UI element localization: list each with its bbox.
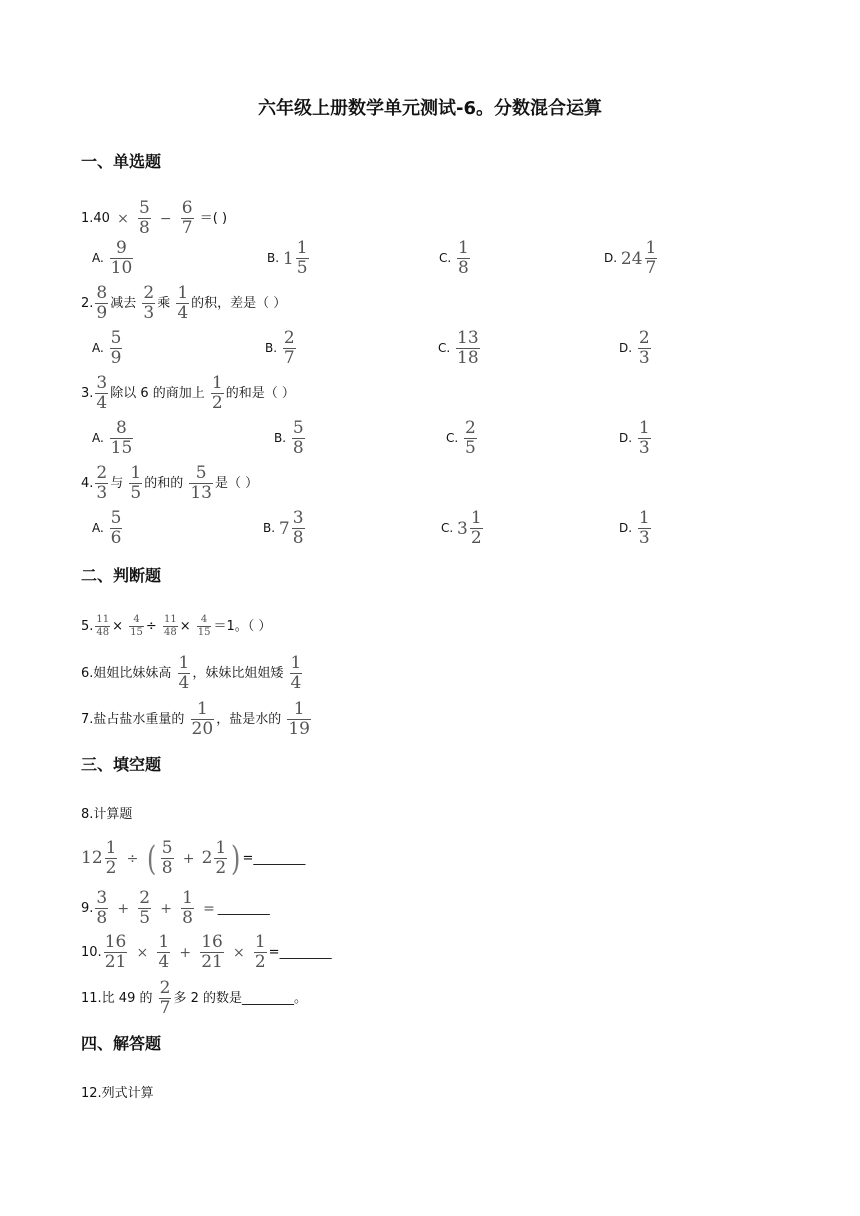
option-label: A. bbox=[92, 521, 108, 535]
option-d[interactable] bbox=[619, 330, 653, 367]
fraction: $\frac{1}{8}$ bbox=[182, 888, 193, 928]
divide-sign: ÷ bbox=[145, 619, 157, 634]
fraction: $\frac{1}{4}$ bbox=[158, 932, 170, 972]
question-text: 6.姐姐比妹妹高 bbox=[81, 666, 176, 681]
left-paren: ( bbox=[147, 838, 157, 879]
question-text: ，妹妹比姐姐矮 bbox=[192, 666, 288, 681]
option-c[interactable] bbox=[439, 240, 472, 277]
question-12-label: 12.列式计算 bbox=[81, 1086, 154, 1101]
equals-sign: = bbox=[203, 900, 215, 917]
section-heading-fill-in: 三、填空题 bbox=[81, 755, 162, 774]
option-b[interactable] bbox=[263, 510, 307, 547]
question-text: 与 bbox=[110, 476, 128, 491]
question-2 bbox=[81, 285, 286, 322]
fraction: $\frac{1}{4}$ bbox=[290, 653, 302, 693]
fraction: $\frac{1}{3}$ bbox=[638, 418, 650, 458]
fraction: $\frac{9}{10}$ bbox=[110, 238, 133, 278]
plus-sign: + bbox=[179, 944, 192, 961]
option-b[interactable] bbox=[274, 420, 307, 457]
option-c[interactable] bbox=[446, 420, 479, 457]
fraction: $\frac{11}{48}$ bbox=[96, 614, 110, 638]
option-label: C. bbox=[446, 431, 463, 445]
option-a[interactable] bbox=[92, 330, 124, 367]
question-number: 2. bbox=[81, 296, 94, 311]
option-label: A. bbox=[92, 251, 108, 265]
question-number: 5. bbox=[81, 619, 94, 634]
option-label: C. bbox=[439, 251, 456, 265]
mixed-number: 24 $\frac{1}{7}$ bbox=[620, 238, 657, 278]
fraction: $\frac{1}{8}$ bbox=[458, 238, 469, 278]
option-b[interactable] bbox=[267, 240, 311, 277]
times-sign: × bbox=[136, 944, 149, 961]
fraction: $\frac{5}{13}$ bbox=[190, 463, 212, 503]
fraction: $\frac{3}{4}$ bbox=[96, 373, 108, 413]
times-sign: × bbox=[117, 210, 129, 227]
fraction: $\frac{2}{7}$ bbox=[159, 978, 171, 1018]
question-8-label: 8.计算题 bbox=[81, 807, 133, 822]
plus-sign: + bbox=[117, 900, 130, 917]
fraction: $\frac{1}{4}$ bbox=[177, 283, 189, 323]
divide-sign: ÷ bbox=[126, 850, 139, 867]
right-paren: ) bbox=[231, 838, 241, 879]
fraction: $\frac{1}{5}$ bbox=[130, 463, 142, 503]
mixed-number: 3 $\frac{1}{2}$ bbox=[457, 508, 482, 548]
mixed-number: 12 $\frac{1}{2}$ bbox=[81, 838, 117, 878]
page-title: 六年级上册数学单元测试-6。分数混合运算 bbox=[258, 98, 602, 119]
question-11 bbox=[81, 980, 307, 1017]
fraction: $\frac{1}{2}$ bbox=[105, 838, 117, 878]
fraction: $\frac{6}{7}$ bbox=[181, 198, 193, 238]
mixed-number: 1 $\frac{1}{5}$ bbox=[282, 238, 308, 278]
question-7 bbox=[81, 701, 313, 738]
fraction: $\frac{2}{3}$ bbox=[638, 328, 650, 368]
question-text: 乘 bbox=[157, 296, 175, 311]
option-c[interactable] bbox=[438, 330, 482, 367]
times-sign: × bbox=[179, 619, 191, 634]
fraction: $\frac{5}{8}$ bbox=[292, 418, 304, 458]
fraction: $\frac{8}{9}$ bbox=[96, 283, 108, 323]
option-label: A. bbox=[92, 431, 108, 445]
plus-sign: + bbox=[182, 850, 195, 867]
option-label: D. bbox=[619, 521, 636, 535]
question-1-prefix: 1.40 bbox=[81, 211, 115, 226]
fraction: $\frac{1}{2}$ bbox=[254, 932, 266, 972]
option-label: C. bbox=[441, 521, 458, 535]
fraction: $\frac{1}{2}$ bbox=[211, 373, 223, 413]
fraction: $\frac{1}{4}$ bbox=[178, 653, 190, 693]
question-number: 10. bbox=[81, 945, 102, 960]
option-label: C. bbox=[438, 341, 455, 355]
option-label: B. bbox=[263, 521, 279, 535]
question-number: 4. bbox=[81, 476, 94, 491]
question-text: 多 2 的数是________。 bbox=[173, 991, 307, 1006]
section-heading-solve: 四、解答题 bbox=[81, 1034, 162, 1053]
fraction: $\frac{3}{8}$ bbox=[96, 888, 108, 928]
fraction: $\frac{8}{15}$ bbox=[110, 418, 133, 458]
times-sign: × bbox=[232, 944, 245, 961]
option-label: B. bbox=[265, 341, 281, 355]
fraction: $\frac{1}{3}$ bbox=[638, 508, 650, 548]
question-text: 除以 6 的商加上 bbox=[110, 386, 209, 401]
option-label: B. bbox=[267, 251, 283, 265]
question-text: 的和是（ ） bbox=[225, 386, 295, 401]
question-4 bbox=[81, 465, 258, 502]
fraction: $\frac{4}{15}$ bbox=[197, 614, 211, 638]
fraction: $\frac{2}{5}$ bbox=[139, 888, 151, 928]
question-text: 的积，差是（ ） bbox=[191, 296, 287, 311]
answer-blank[interactable]: ________ bbox=[217, 901, 270, 916]
question-9 bbox=[81, 890, 270, 927]
section-heading-single-choice: 一、单选题 bbox=[81, 152, 162, 171]
answer-blank[interactable]: =________ bbox=[242, 851, 306, 866]
option-label: D. bbox=[619, 431, 636, 445]
plus-sign: + bbox=[160, 900, 172, 917]
option-label: D. bbox=[619, 341, 636, 355]
question-6 bbox=[81, 655, 304, 692]
question-number: 3. bbox=[81, 386, 94, 401]
fraction: $\frac{3}{8}$ bbox=[292, 508, 304, 548]
option-d[interactable] bbox=[604, 240, 659, 277]
fraction: $\frac{2}{3}$ bbox=[96, 463, 108, 503]
question-text: 11.比 49 的 bbox=[81, 991, 157, 1006]
fraction: $\frac{1}{19}$ bbox=[288, 699, 310, 739]
question-3 bbox=[81, 375, 295, 412]
option-label: D. bbox=[604, 251, 621, 265]
fraction: $\frac{1}{20}$ bbox=[191, 699, 214, 739]
fraction: $\frac{13}{18}$ bbox=[457, 328, 479, 368]
question-5 bbox=[81, 615, 271, 638]
fraction: $\frac{4}{15}$ bbox=[130, 614, 143, 638]
fraction: $\frac{16}{21}$ bbox=[201, 932, 223, 972]
question-text: 7.盐占盐水重量的 bbox=[81, 712, 189, 727]
fraction: $\frac{5}{6}$ bbox=[110, 508, 122, 548]
option-d[interactable] bbox=[619, 420, 653, 457]
fraction: $\frac{16}{21}$ bbox=[104, 932, 127, 972]
question-text: ＝1。（ ） bbox=[213, 619, 272, 634]
answer-blank[interactable]: =________ bbox=[268, 945, 332, 960]
option-label: B. bbox=[274, 431, 290, 445]
option-a[interactable] bbox=[92, 420, 135, 457]
fraction: $\frac{1}{2}$ bbox=[470, 508, 482, 548]
option-label: A. bbox=[92, 341, 108, 355]
question-1-suffix: ＝( ) bbox=[199, 211, 228, 226]
fraction: $\frac{2}{7}$ bbox=[283, 328, 295, 368]
question-text: 的和的 bbox=[144, 476, 188, 491]
question-text: 减去 bbox=[110, 296, 141, 311]
option-b[interactable] bbox=[265, 330, 298, 367]
fraction: $\frac{11}{48}$ bbox=[163, 614, 177, 638]
question-text: ，盐是水的 bbox=[216, 712, 286, 727]
fraction: $\frac{2}{5}$ bbox=[465, 418, 476, 458]
mixed-number: 7 $\frac{3}{8}$ bbox=[278, 508, 304, 548]
mixed-number: 2 $\frac{1}{2}$ bbox=[201, 838, 227, 878]
question-number: 9. bbox=[81, 901, 94, 916]
times-sign: × bbox=[112, 619, 124, 634]
question-8-expression bbox=[81, 840, 305, 877]
fraction: $\frac{1}{5}$ bbox=[296, 238, 308, 278]
question-text: 是（ ） bbox=[214, 476, 259, 491]
fraction: $\frac{1}{7}$ bbox=[645, 238, 657, 278]
fraction: $\frac{5}{8}$ bbox=[161, 838, 173, 878]
question-1 bbox=[81, 200, 227, 237]
option-d[interactable] bbox=[619, 510, 653, 547]
minus-sign: − bbox=[159, 210, 172, 227]
fraction: $\frac{2}{3}$ bbox=[143, 283, 155, 323]
fraction: $\frac{5}{9}$ bbox=[110, 328, 122, 368]
fraction: $\frac{5}{8}$ bbox=[138, 198, 150, 238]
question-10 bbox=[81, 934, 332, 971]
fraction: $\frac{1}{2}$ bbox=[215, 838, 227, 878]
option-c[interactable] bbox=[441, 510, 485, 547]
section-heading-true-false: 二、判断题 bbox=[81, 566, 162, 585]
option-a[interactable] bbox=[92, 240, 135, 277]
option-a[interactable] bbox=[92, 510, 124, 547]
